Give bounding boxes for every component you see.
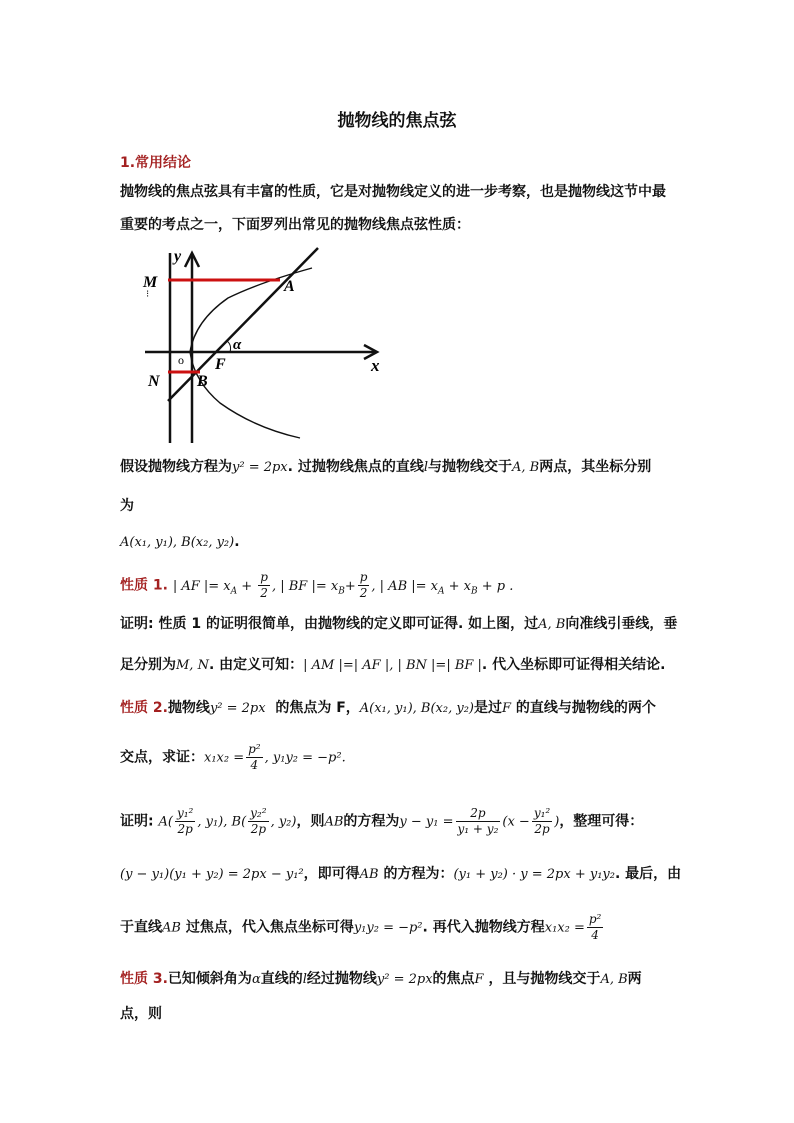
intro-line-1: 抛物线的焦点弦具有丰富的性质，它是对抛物线定义的进一步考察，也是抛物线这节中最 bbox=[120, 184, 666, 200]
property-2-line-2: 交点，求证：x₁x₂ = $\frac{\text{p²}}{4}$ , y₁y₂ = −p². bbox=[120, 742, 346, 772]
assume-coords: A(x₁, y₁), B(x₂, y₂). bbox=[120, 534, 240, 550]
page-title: 抛物线的焦点弦 bbox=[337, 111, 457, 131]
proof-1-line-1: 证明: 性质 1 的证明很简单，由抛物线的定义即可证得. 如上图，过A, B向准线引垂线，垂 bbox=[120, 616, 678, 632]
label-B: B bbox=[197, 373, 208, 390]
label-origin: o bbox=[178, 353, 184, 367]
label-N: N bbox=[148, 373, 160, 390]
assume-line-1: 假设抛物线方程为y² = 2px. 过抛物线焦点的直线l与抛物线交于A, B两点，其坐标分别 bbox=[120, 459, 652, 475]
focal-chord bbox=[168, 248, 318, 401]
assume-line-2: 为 bbox=[120, 498, 134, 514]
angle-arc bbox=[227, 341, 231, 352]
property-3-line-2: 点，则 bbox=[120, 1006, 162, 1022]
section-heading: 1.常用结论 bbox=[120, 155, 192, 171]
parabola-focal-chord-figure bbox=[140, 243, 390, 443]
label-x: x bbox=[371, 356, 380, 375]
property-1: 性质 1. | AF |= $x_A$ + $\frac{p}{2}$ , | BF |= $x_B+$ $\frac{p}{2}$ , | AB |= $x_A + x_B + p$ . bbox=[120, 570, 514, 600]
label-M: M bbox=[143, 274, 158, 291]
proof-2-line-1: 证明: A( $\frac{\text{y₁²}}{2p}$ , y₁), B( $\frac{\text{y₂²}}{2p}$ , y₂)，则AB的方程为y − y₁ = $\frac{2p}{\text{y₁ + y₂}}$ (x − $\frac{\text{y₁²}}{2p}$ )，整理可得： bbox=[120, 806, 644, 836]
proof-2-line-3: 于直线AB 过焦点，代入焦点坐标可得y₁y₂ = −p². 再代入抛物线方程x₁x₂ = $\frac{\text{p²}}{4}$ bbox=[120, 912, 602, 942]
proof-2-line-2: (y − y₁)(y₁ + y₂) = 2px − y₁²，即可得AB 的方程为：(y₁ + y₂) · y = 2px + y₁y₂. 最后，由 bbox=[120, 866, 682, 882]
label-F: F bbox=[215, 356, 226, 373]
intro-line-2: 重要的考点之一，下面罗列出常见的抛物线焦点弦性质： bbox=[120, 217, 470, 233]
property-2-line-1: 性质 2.抛物线y² = 2px 的焦点为 F，A(x₁, y₁), B(x₂, y₂)是过F 的直线与抛物线的两个 bbox=[120, 700, 656, 716]
proof-1-line-2: 足分别为M, N. 由定义可知：| AM |=| AF |, | BN |=| BF |. 代入坐标即可证得相关结论. bbox=[120, 657, 666, 673]
label-A: A bbox=[284, 278, 295, 295]
label-alpha: α bbox=[233, 337, 242, 353]
label-y: y bbox=[174, 248, 182, 265]
dots-mark: ⁝ bbox=[146, 289, 150, 300]
property-3-line-1: 性质 3.已知倾斜角为α直线的l经过抛物线y² = 2px的焦点F ，且与抛物线交于A, B两 bbox=[120, 971, 642, 987]
